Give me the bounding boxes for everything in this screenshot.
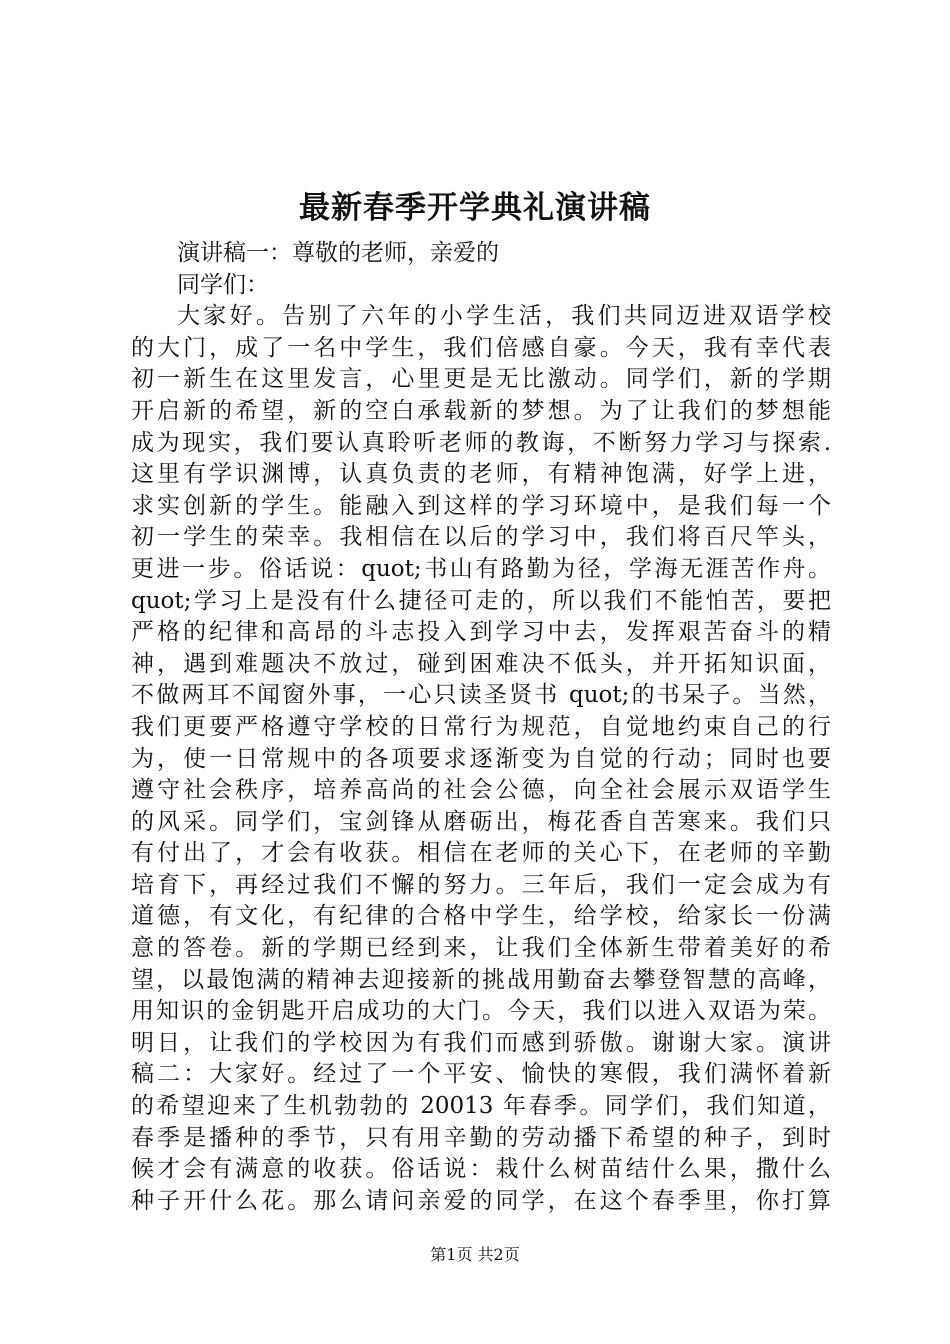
text-line: 演讲稿一：尊敬的老师，亲爱的 (177, 240, 499, 266)
text-line: 求实创新的学生。能融入到这样的学习环境中，是我们每一个 (131, 492, 831, 519)
text-line: 意的答卷。新的学期已经到来，让我们全体新生带着美好的希 (131, 935, 831, 962)
text-line: 同学们： (177, 271, 269, 298)
text-line: 用知识的金钥匙开启成功的大门。今天，我们以进入双语为荣。 (131, 998, 831, 1025)
text-line: 春季是播种的季节，只有用辛勤的劳动播下希望的种子，到时 (131, 1124, 831, 1151)
text-line: 大家好。告别了六年的小学生活，我们共同迈进双语学校 (177, 303, 831, 330)
text-line: 不做两耳不闻窗外事，一心只读圣贤书 quot;的书呆子。当然， (131, 682, 831, 709)
text-line: quot;学习上是没有什么捷径可走的，所以我们不能怕苦，要把 (131, 587, 831, 614)
text-line: 候才会有满意的收获。俗话说：栽什么树苗结什么果，撒什么 (131, 1156, 831, 1183)
text-line: 道德，有文化，有纪律的合格中学生，给学校，给家长一份满 (131, 903, 831, 930)
text-line: 开启新的希望，新的空白承载新的梦想。为了让我们的梦想能 (131, 397, 831, 424)
text-line: 稿二：大家好。经过了一个平安、愉快的寒假，我们满怀着新 (131, 1061, 831, 1088)
text-line: 的希望迎来了生机勃勃的 20013 年春季。同学们，我们知道， (131, 1093, 831, 1120)
text-line: 种子开什么花。那么请问亲爱的同学，在这个春季里，你打算 (131, 1187, 831, 1214)
page-footer: 第1页 共2页 (430, 1245, 520, 1264)
text-line: 神，遇到难题决不放过，碰到困难决不低头，并开拓知识面， (131, 650, 831, 677)
text-line: 这里有学识渊博，认真负责的老师，有精神饱满，好学上进， (131, 461, 831, 488)
text-line: 明日，让我们的学校因为有我们而感到骄傲。谢谢大家。演讲 (131, 1029, 831, 1056)
text-line: 我们更要严格遵守学校的日常行为规范，自觉地约束自己的行 (131, 713, 831, 740)
document-body (131, 238, 831, 1217)
text-line: 严格的纪律和高昂的斗志投入到学习中去，发挥艰苦奋斗的精 (131, 619, 831, 646)
text-line: 初一学生的荣幸。我相信在以后的学习中，我们将百尺竿头， (131, 524, 831, 551)
text-line: 为，使一日常规中的各项要求逐渐变为自觉的行动；同时也要 (131, 745, 831, 772)
text-line: 初一新生在这里发言，心里更是无比激动。同学们，新的学期 (131, 366, 831, 393)
text-line: 望，以最饱满的精神去迎接新的挑战用勤奋去攀登智慧的高峰， (131, 966, 831, 993)
text-line: 更进一步。俗话说：quot;书山有路勤为径，学海无涯苦作舟。 (131, 555, 831, 582)
text-line: 遵守社会秩序，培养高尚的社会公德，向全社会展示双语学生 (131, 777, 831, 804)
text-line: 成为现实，我们要认真聆听老师的教诲，不断努力学习与探索. (131, 429, 831, 456)
text-line: 的风采。同学们，宝剑锋从磨砺出，梅花香自苦寒来。我们只 (131, 808, 831, 835)
document-title: 最新春季开学典礼演讲稿 (299, 190, 651, 226)
text-line: 培育下，再经过我们不懈的努力。三年后，我们一定会成为有 (131, 871, 831, 898)
text-line: 的大门，成了一名中学生，我们倍感自豪。今天，我有幸代表 (131, 334, 831, 361)
text-line: 有付出了，才会有收获。相信在老师的关心下，在老师的辛勤 (131, 840, 831, 867)
